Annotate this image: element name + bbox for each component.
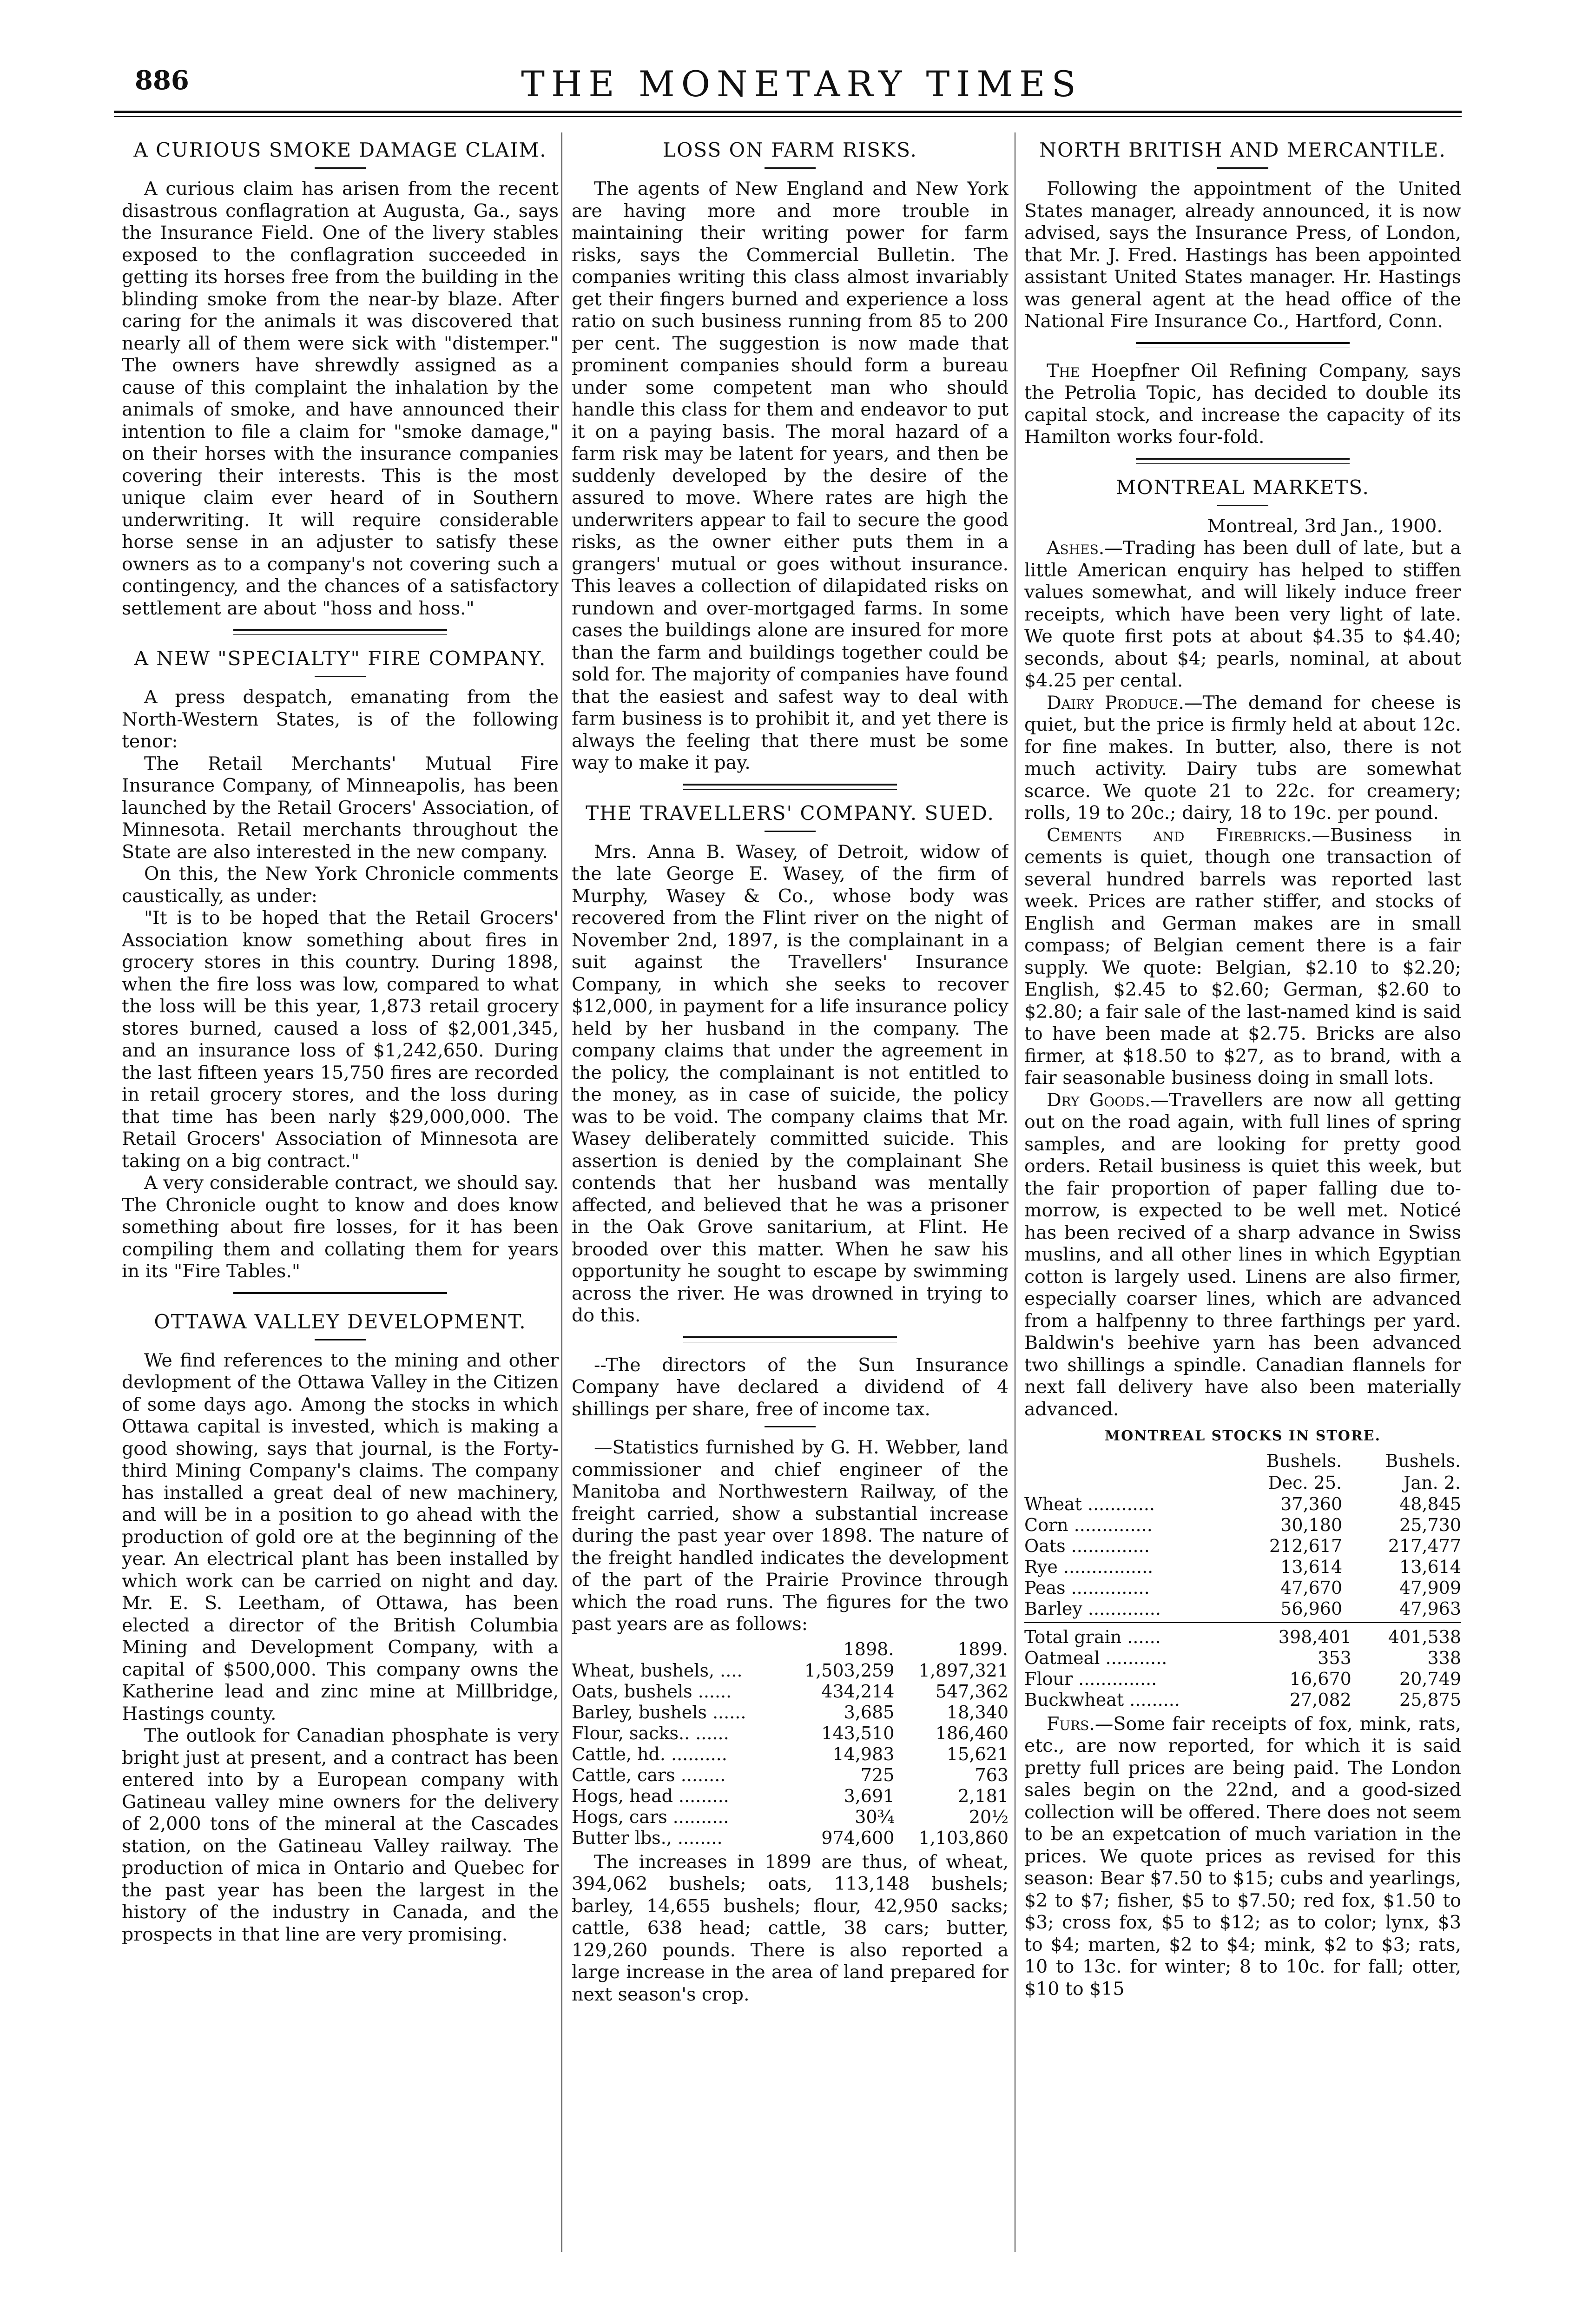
row-label: Barley, bushels ...... — [572, 1702, 746, 1723]
year-header: 1899. — [957, 1638, 1008, 1659]
header-rule — [114, 111, 1462, 113]
value-1899: 2,181 — [958, 1785, 1009, 1806]
value-1898: 725 — [860, 1764, 895, 1785]
article-separator — [683, 1336, 897, 1342]
table-rule — [1024, 1622, 1461, 1623]
value-1899: 15,621 — [947, 1743, 1009, 1764]
value-1898: 143,510 — [821, 1723, 895, 1743]
stocks-totals-table — [1024, 1627, 1461, 1710]
table-row — [572, 1786, 1009, 1807]
article-paragraph: —Statistics furnished by G. H. Webber, land commissioner and chief engineer of the Manitoba and Northwestern Railway, of the freight carried, show a substantial increase during the past year over 1898. The nature of the freight handled indicates the development of the part of the Prairie Province through which the road runs. The figures for the two past years are as follows: — [572, 1437, 1009, 1635]
value-1898: 1,503,259 — [804, 1660, 895, 1681]
value-dec25: 56,960 — [1280, 1598, 1343, 1619]
article-paragraph: The agents of New England and New York are having more and more trouble in maintaining their writing power for farm risks, says the Commercial Bulletin. The companies writing this class almost invariably get their fingers burned and experience a loss ratio on such business running from 85 to 200 per cent. The suggestion is now made that prominent companies should form a bureau under some competent man who should handle this class for them and endeavor to put it on a paying basis. The moral hazard of a farm risk may be latent for years, and then be suddenly developed by the desire of the assured to move. Where rates are high the underwriters appear to fail to secure the good risks, as the owner either puts them in a grangers' mutual or goes without insurance. This leaves a collection of dilapidated risks on rundown and over-mortgaged farms. In some cases the buildings alone are insured for more than the farm and buildings together could be sold for. The majority of companies have found that the easiest and safest way to deal with farm business is to prohibit it, and yet there is always the feeling that there must be some way to make it pay. — [572, 178, 1009, 773]
title-dash — [765, 167, 816, 169]
paragraph-text: —Business in cements is quiet, though one transaction of several hundred barrels was reported last week. Prices are rather stiffer, and stocks of English and German makes are in small compass; of Belgian cement there is a fair supply. We quote: Belgian, $2.10 to $2.20; English, $2.45 to $2.60; German, $2.60 to $2.80; a fair sale of the last-named kind is said to have been made at $2.75. Bricks are also firmer, at $18.50 to $27, as to brand, with a fair seasonable business doing in small lots. — [1024, 824, 1461, 1089]
market-paragraph — [1024, 825, 1461, 1089]
table-row — [1024, 1494, 1461, 1515]
header-rule-thin — [114, 116, 1462, 117]
article-paragraph — [1024, 360, 1461, 449]
value-jan2: 338 — [1427, 1647, 1461, 1668]
article-paragraph: A very considerable contract, we should say. The Chronicle ought to know and does know something about fire losses, for it has been compiling them and collating them for years in its "Fire Tables." — [122, 1172, 559, 1282]
paragraph-text: —The demand for cheese is quiet, but the price is firmly held at about 12c. for fine makes. In butter, also, there is not much activity. Dairy tubs are somewhat scarce. We quote 21 to 22c. for creamery; rolls, 19 to 20c.; dairy, 18 to 19c. per pound. — [1024, 692, 1461, 824]
row-label: Flour, sacks.. ...... — [572, 1723, 729, 1743]
article-paragraph: --The directors of the Sun Insurance Company have declared a dividend of 4 shillings per share, free of income tax. — [572, 1354, 1009, 1420]
title-dash — [315, 167, 366, 169]
value-1898: 14,983 — [832, 1743, 895, 1764]
stocks-table — [1024, 1450, 1461, 1619]
article-paragraph: On this, the New York Chronicle comments caustically, as under: — [122, 863, 559, 907]
value-jan2: 217,477 — [1388, 1535, 1461, 1556]
article-paragraph: "It is to be hoped that the Retail Grocers' Association know something about fires in grocery stores in this country. During 1898, when the fire loss was low, compared to what the loss will be this year, 1,873 retail grocery stores burned, caused a loss of $2,001,345, and an insurance loss of $1,242,650. During the last fifteen years 15,750 fires are recorded in retail grocery stores, and the loss during that time has been narly $29,000,000. The Retail Grocers' Association of Minnesota are taking on a big contract." — [122, 907, 559, 1172]
article-paragraph: We find references to the mining and other devlopment of the Ottawa Valley in the Citizen of some days ago. Among the stocks in which Ottawa capital is invested, which is making a good showing, says that journal, is the Forty-third Mining Company's claims. The company has installed a great deal of new machinery, and will be in a position to go ahead with the production of gold ore at the beginning of the year. An electrical plant has been installed by which work can be carried on night and day. Mr. E. S. Leetham, of Ottawa, has been elected a director of the British Columbia Mining and Development Company, with a capital of $500,000. This company owns the Katherine lead and zinc mine at Millbridge, Hastings county. — [122, 1349, 559, 1724]
column-header: Bushels. — [1266, 1450, 1342, 1471]
article-title: A NEW "SPECIALTY" FIRE COMPANY. — [134, 647, 547, 670]
value-1899: 20½ — [969, 1806, 1009, 1827]
article-title: NORTH BRITISH AND MERCANTILE. — [1039, 139, 1446, 161]
column-subheader: Dec. 25. — [1268, 1472, 1342, 1493]
value-jan2: 47,909 — [1399, 1577, 1461, 1598]
table-row — [1024, 1578, 1461, 1598]
table-row — [572, 1660, 1009, 1681]
table-row — [1024, 1648, 1461, 1669]
title-dash — [765, 831, 816, 832]
page-number: 886 — [135, 65, 189, 96]
value-dec25: 353 — [1318, 1647, 1351, 1668]
article-title: OTTAWA VALLEY DEVELOPMENT. — [154, 1310, 527, 1333]
article-paragraph: Mrs. Anna B. Wasey, of Detroit, widow of the late George E. Wasey, of the firm of Murphy, Wasey & Co., whose body was recovered from the Flint river on the night of November 2nd, 1897, is the complainant in a suit against the Travellers' Insurance Company, in which she seeks to recover $12,000, in payment for a life insurance policy held by her husband in the company. The company claims that under the agreement in the policy, the complainant is not entitled to the money, as in case of suicide, the policy was to be void. The company claims that Mr. Wasey deliberately committed suicide. This assertion is denied by the complainant She contends that her husband was mentally affected, and believed that he was a prisoner in the Oak Grove sanitarium, at Flint. He brooded over this matter. When he saw his opportunity he sought to escape by swimming across the river. He was drowned in trying to do this. — [572, 841, 1009, 1326]
value-jan2: 20,749 — [1399, 1668, 1461, 1689]
row-label: Hogs, head ......... — [572, 1785, 729, 1806]
title-dash — [315, 1339, 366, 1340]
article-paragraph: The Retail Merchants' Mutual Fire Insurance Company, of Minneapolis, has been launched by the Retail Grocers' Association, of Minnesota. Retail merchants throughout the State are also interested in the new company. — [122, 753, 559, 863]
value-1899: 547,362 — [935, 1681, 1009, 1702]
value-dec25: 47,670 — [1280, 1577, 1343, 1598]
stocks-totals-body — [1024, 1627, 1461, 1710]
table-row — [1024, 1627, 1461, 1648]
article-separator — [233, 1292, 447, 1298]
value-1899: 186,460 — [935, 1723, 1009, 1743]
year-header: 1898. — [843, 1638, 894, 1659]
row-label: Oats .............. — [1024, 1535, 1150, 1556]
row-label: Cattle, hd. .......... — [572, 1743, 727, 1764]
value-1899: 1,103,860 — [918, 1827, 1009, 1848]
article-separator — [683, 784, 897, 790]
value-1899: 1,897,321 — [918, 1660, 1009, 1681]
value-jan2: 401,538 — [1388, 1626, 1461, 1647]
row-label: Total grain ...... — [1024, 1626, 1161, 1647]
value-dec25: 212,617 — [1269, 1535, 1343, 1556]
article-paragraph: Following the appointment of the United States manager, already announced, it is now advised, says the Insurance Press, of London, that Mr. J. Fred. Hastings has been appointed assistant United States manager. Hr. Hastings was general agent at the head office of the National Fire Insurance Co., Hartford, Conn. — [1024, 178, 1461, 332]
row-label: Cattle, cars ........ — [572, 1764, 726, 1785]
paragraph-text: —Travellers are now all getting out on the road again, with full lines of spring samples, and are looking for pretty good orders. Retail business is quiet this week, but the fair proportion of paper falling due to-morrow, is expected to be well met. Noticé has been recived of a sharp advance in Swiss muslins, and all other lines in which Egyptian cotton is largely used. Linens are also firmer, especially coarser lines, which are advanced from a halfpenny to three farthings per yard. Baldwin's beehive yarn has been advanced two shillings a spindle. Canadian flannels for next fall delivery have also been materially advanced. — [1024, 1089, 1461, 1420]
row-label: Buckwheat ......... — [1024, 1689, 1180, 1710]
article-title: THE TRAVELLERS' COMPANY. SUED. — [586, 801, 995, 825]
market-heading: Dairy Produce. — [1047, 692, 1184, 713]
table-row — [1024, 1669, 1461, 1690]
paragraph-text: —Some fair receipts of fox, mink, rats, etc., are now reported, for which it is said pretty full prices are being paid. The London sales begin on the 22nd, and a good-sized collection will be offered. There does not seem to be an expetcation of much variation in the prices. We quote prices as revised for this season: Bear $7.50 to $15; cubs and yearlings, $2 to $7; fisher, $5 to $7.50; red fox, $1.50 to $3; cross fox, $5 to $12; as to color; lynx, $3 to $4; marten, $2 to $4; mink, $2 to $3; rats, 10 to 13c. for winter; 8 to 10c. for fall; otter, $10 to $15 — [1024, 1713, 1461, 2000]
column-left — [122, 135, 559, 2273]
value-1898: 434,214 — [821, 1681, 895, 1702]
row-label: Hogs, cars .......... — [572, 1806, 729, 1827]
table-row — [572, 1744, 1009, 1765]
article-paragraph: A press despatch, emanating from the North-Western States, is of the following tenor: — [122, 687, 559, 752]
freight-table-body — [572, 1660, 1009, 1849]
value-jan2: 48,845 — [1399, 1493, 1461, 1514]
row-label: Wheat, bushels, .... — [572, 1660, 743, 1681]
column-subheader: Jan. 2. — [1404, 1472, 1461, 1493]
table-row — [572, 1765, 1009, 1786]
market-heading: Dry Goods. — [1047, 1089, 1151, 1111]
value-dec25: 13,614 — [1280, 1556, 1343, 1577]
column-middle — [572, 135, 1009, 2273]
article-separator — [233, 629, 447, 635]
table-row — [572, 1807, 1009, 1828]
value-dec25: 398,401 — [1278, 1626, 1351, 1647]
row-label: Barley ............. — [1024, 1598, 1161, 1619]
table-row — [1024, 1557, 1461, 1578]
title-dash — [315, 676, 366, 677]
article-paragraph: A curious claim has arisen from the recent disastrous conflagration at Augusta, Ga., says the Insurance Field. One of the livery stables exposed to the conflagration succeeded in getting its horses free from the building in the blinding smoke from the near-by blaze. After caring for the animals it was discovered that nearly all of them were sick with "distemper." The owners have shrewdly assigned as a cause of this complaint the inhalation by the animals of smoke, and have announced their intention to file a claim for "smoke damage," on their horses with the insurance companies covering their interests. This is the most unique claim ever heard of in Southern underwriting. It will require considerable horse sense in an adjuster to satisfy these owners as to a company's not covering such a contingency, and the chances of a satisfactory settlement are about "hoss and hoss." — [122, 178, 559, 619]
stocks-table-body — [1024, 1494, 1461, 1619]
row-label: Corn .............. — [1024, 1514, 1153, 1535]
table-row — [572, 1681, 1009, 1702]
value-1899: 18,340 — [947, 1702, 1009, 1723]
title-dash — [1217, 505, 1268, 506]
market-heading: Furs. — [1047, 1713, 1095, 1735]
lead-word: The — [1047, 360, 1080, 382]
table-row — [1024, 1536, 1461, 1557]
value-jan2: 25,875 — [1399, 1689, 1461, 1710]
market-paragraph — [1024, 1089, 1461, 1421]
value-jan2: 25,730 — [1399, 1514, 1461, 1535]
market-heading: Ashes. — [1047, 537, 1105, 559]
row-label: Butter lbs., ........ — [572, 1827, 723, 1848]
row-label: Wheat ............ — [1024, 1493, 1155, 1514]
value-1898: 974,600 — [821, 1827, 895, 1848]
value-dec25: 16,670 — [1289, 1668, 1351, 1689]
row-label: Oatmeal ........... — [1024, 1647, 1167, 1668]
paragraph-text: —Trading has been dull of late, but a little American enquiry has helped to stiffen values somewhat, and will likely induce freer receipts, which have been very light of late. We quote first pots at about $4.35 to $4.40; seconds, about $4; pearls, nominal, at about $4.25 per cental. — [1024, 537, 1461, 691]
item-dash — [765, 1426, 816, 1427]
market-paragraph — [1024, 692, 1461, 825]
article-title: A CURIOUS SMOKE DAMAGE CLAIM. — [133, 139, 547, 161]
column-right — [1024, 135, 1461, 2273]
article-separator — [1136, 458, 1350, 464]
article-separator — [1136, 342, 1350, 348]
article-paragraph: The outlook for Canadian phosphate is very bright just at present, and a contract has been entered into by a European company with Gatineau valley mine owners for the delivery of 2,000 tons of the mineral at the Cascades station, on the Gatineau Valley railway. The production of mica in Ontario and Quebec for the past year has been the largest in the history of the industry in Canada, and the prospects in that line are very promising. — [122, 1725, 559, 1945]
paragraph-text: Hoepfner Oil Refining Company, says the Petrolia Topic, has decided to double its capital stock, and increase the capacity of its Hamilton works four-fold. — [1024, 360, 1461, 448]
table-row — [572, 1723, 1009, 1744]
article-paragraph: The increases in 1899 are thus, of wheat, 394,062 bushels; oats, 113,148 bushels; barley, 14,655 bushels; flour, 42,950 sacks; cattle, 638 head; cattle, 38 cars; butter, 129,260 pounds. There is also reported a large increase in the area of land prepared for next season's crop. — [572, 1851, 1009, 2005]
market-paragraph — [1024, 537, 1461, 692]
table-row — [1024, 1598, 1461, 1619]
article-title: MONTREAL MARKETS. — [1116, 475, 1370, 499]
value-dec25: 37,360 — [1280, 1493, 1343, 1514]
row-label: Rye ................ — [1024, 1556, 1154, 1577]
value-1898: 3,685 — [844, 1702, 895, 1723]
market-paragraph — [1024, 1713, 1461, 2000]
value-1898: 30¾ — [855, 1806, 895, 1827]
column-header: Bushels. — [1385, 1450, 1461, 1471]
row-label: Flour .............. — [1024, 1668, 1157, 1689]
table-row — [572, 1702, 1009, 1723]
title-dash — [1217, 167, 1268, 169]
table-title: MONTREAL STOCKS IN STORE. — [1104, 1428, 1381, 1444]
value-1898: 3,691 — [844, 1785, 895, 1806]
freight-table — [572, 1638, 1009, 1849]
value-jan2: 13,614 — [1399, 1556, 1461, 1577]
row-label: Oats, bushels ...... — [572, 1681, 732, 1702]
article-title: LOSS ON FARM RISKS. — [663, 139, 917, 161]
table-row — [572, 1828, 1009, 1849]
value-1899: 763 — [975, 1764, 1009, 1785]
dateline: Montreal, 3rd Jan., 1900. — [1207, 515, 1443, 537]
row-label: Peas .............. — [1024, 1577, 1150, 1598]
market-heading: Cements and Firebricks. — [1047, 824, 1312, 846]
value-jan2: 47,963 — [1399, 1598, 1461, 1619]
table-row — [1024, 1690, 1461, 1710]
value-dec25: 27,082 — [1289, 1689, 1351, 1710]
table-row — [1024, 1515, 1461, 1536]
masthead-title: THE MONETARY TIMES — [521, 63, 1082, 105]
column-divider — [561, 132, 562, 2252]
value-dec25: 30,180 — [1280, 1514, 1343, 1535]
